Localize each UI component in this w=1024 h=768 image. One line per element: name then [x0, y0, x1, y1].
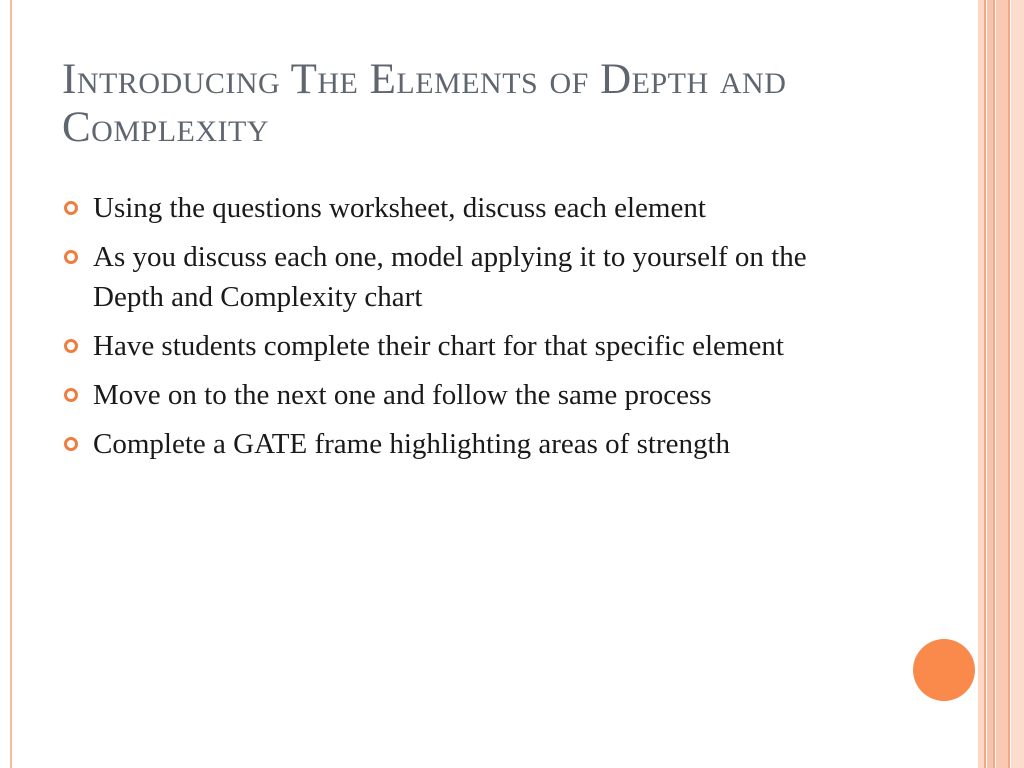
right-stripe-line-1 — [984, 0, 986, 768]
ring-bullet-icon — [64, 388, 78, 402]
right-stripe-3 — [996, 0, 1008, 768]
bullet-item — [62, 326, 842, 366]
decorative-circle — [913, 639, 975, 701]
right-stripe-line-2 — [993, 0, 995, 768]
bullet-item — [62, 375, 842, 415]
bullet-item — [62, 237, 842, 317]
ring-bullet-icon — [64, 437, 78, 451]
bullet-item — [62, 188, 842, 228]
bullet-list — [62, 188, 842, 473]
ring-bullet-icon — [64, 201, 78, 215]
bullet-text: Complete a GATE frame highlighting areas of strength — [93, 428, 731, 460]
bullet-text: As you discuss each one, model applying it to yourself on the Depth and Complexity chart — [93, 241, 807, 313]
bullet-text: Have students complete their chart for that specific element — [93, 330, 784, 362]
bullet-text: Move on to the next one and follow the same process — [93, 379, 712, 411]
ring-bullet-icon — [64, 250, 78, 264]
slide-title: Introducing The Elements of Depth and Complexity — [62, 56, 787, 151]
right-stripe-line-3 — [1008, 0, 1010, 768]
bullet-item — [62, 424, 842, 464]
left-border-line — [10, 0, 12, 768]
ring-bullet-icon — [64, 339, 78, 353]
right-stripe-4 — [1011, 0, 1024, 768]
bullet-text: Using the questions worksheet, discuss each element — [93, 192, 706, 224]
